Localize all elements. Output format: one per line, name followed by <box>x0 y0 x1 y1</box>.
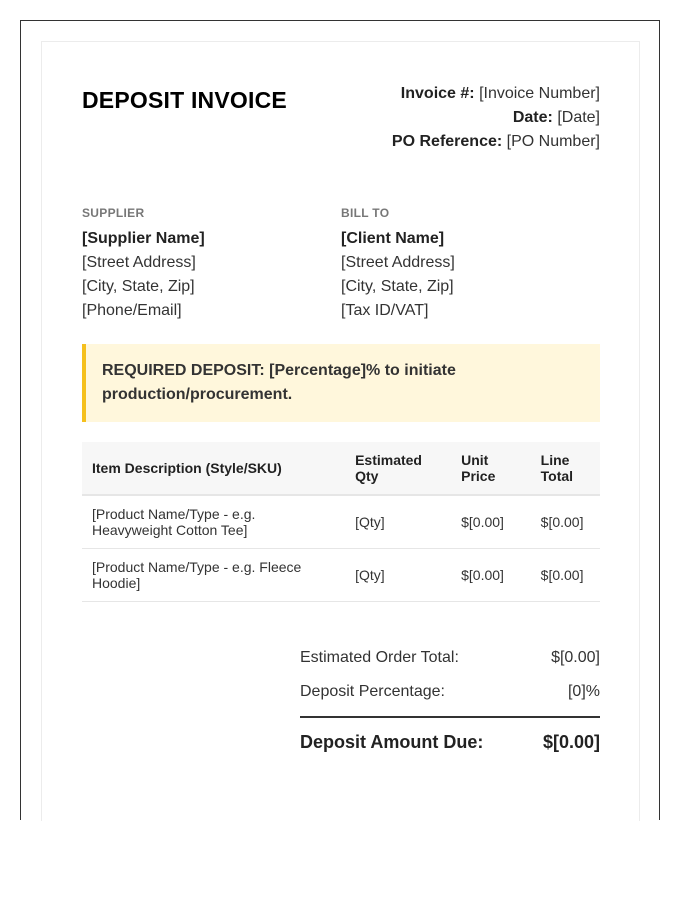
supplier-city: [City, State, Zip] <box>82 278 195 295</box>
po-reference-label: PO Reference: <box>391 133 503 150</box>
supplier-name: [Supplier Name] <box>82 230 205 247</box>
client-name: [Client Name] <box>341 230 445 247</box>
bill-to-block <box>341 206 600 323</box>
order-total-label: Estimated Order Total: <box>300 649 459 666</box>
item-qty: [Qty] <box>345 495 451 549</box>
header-description: Item Description (Style/SKU) <box>82 442 345 495</box>
table-header-row <box>82 442 600 495</box>
invoice-meta <box>392 82 600 154</box>
invoice-number-label: Invoice #: <box>400 85 475 102</box>
item-line-total: $[0.00] <box>531 495 600 549</box>
item-line-total: $[0.00] <box>531 549 600 602</box>
invoice-date-value: [Date] <box>557 109 600 126</box>
invoice-number-value: [Invoice Number] <box>479 85 600 102</box>
bill-to-label: BILL TO <box>341 206 390 220</box>
required-deposit-banner: REQUIRED DEPOSIT: [Percentage]% to initiate production/procurement. <box>82 344 600 422</box>
header-qty: Estimated Qty <box>345 442 451 495</box>
supplier-label: SUPPLIER <box>82 206 145 220</box>
order-total-row <box>300 648 600 668</box>
invoice-content <box>82 82 600 753</box>
client-street: [Street Address] <box>341 254 455 271</box>
supplier-street: [Street Address] <box>82 254 196 271</box>
invoice-date-line <box>392 106 600 130</box>
client-city: [City, State, Zip] <box>341 278 454 295</box>
po-reference-line <box>392 130 600 154</box>
table-row <box>82 495 600 549</box>
line-items-table <box>82 442 600 602</box>
order-total-value: $[0.00] <box>551 649 600 666</box>
header-line-total: Line Total <box>531 442 600 495</box>
totals-divider <box>300 716 600 718</box>
supplier-block <box>82 206 341 323</box>
item-unit-price: $[0.00] <box>451 549 531 602</box>
item-qty: [Qty] <box>345 549 451 602</box>
parties-section <box>82 206 600 323</box>
item-unit-price: $[0.00] <box>451 495 531 549</box>
deposit-due-row <box>300 732 600 753</box>
po-reference-value: [PO Number] <box>506 133 600 150</box>
totals-section <box>300 648 600 753</box>
deposit-percentage-label: Deposit Percentage: <box>300 683 445 700</box>
invoice-header <box>82 82 600 154</box>
client-tax-id: [Tax ID/VAT] <box>341 302 429 319</box>
item-description: [Product Name/Type - e.g. Fleece Hoodie] <box>82 549 345 602</box>
invoice-number-line <box>392 82 600 106</box>
document-title: DEPOSIT INVOICE <box>82 87 287 113</box>
deposit-due-label: Deposit Amount Due: <box>300 732 484 752</box>
deposit-due-value: $[0.00] <box>542 732 600 752</box>
deposit-percentage-value: [0]% <box>567 683 600 700</box>
invoice-date-label: Date: <box>512 109 553 126</box>
item-description: [Product Name/Type - e.g. Heavyweight Cotton Tee] <box>82 495 345 549</box>
header-unit-price: Unit Price <box>451 442 531 495</box>
table-row <box>82 549 600 602</box>
deposit-percentage-row <box>300 682 600 702</box>
supplier-contact: [Phone/Email] <box>82 302 182 319</box>
